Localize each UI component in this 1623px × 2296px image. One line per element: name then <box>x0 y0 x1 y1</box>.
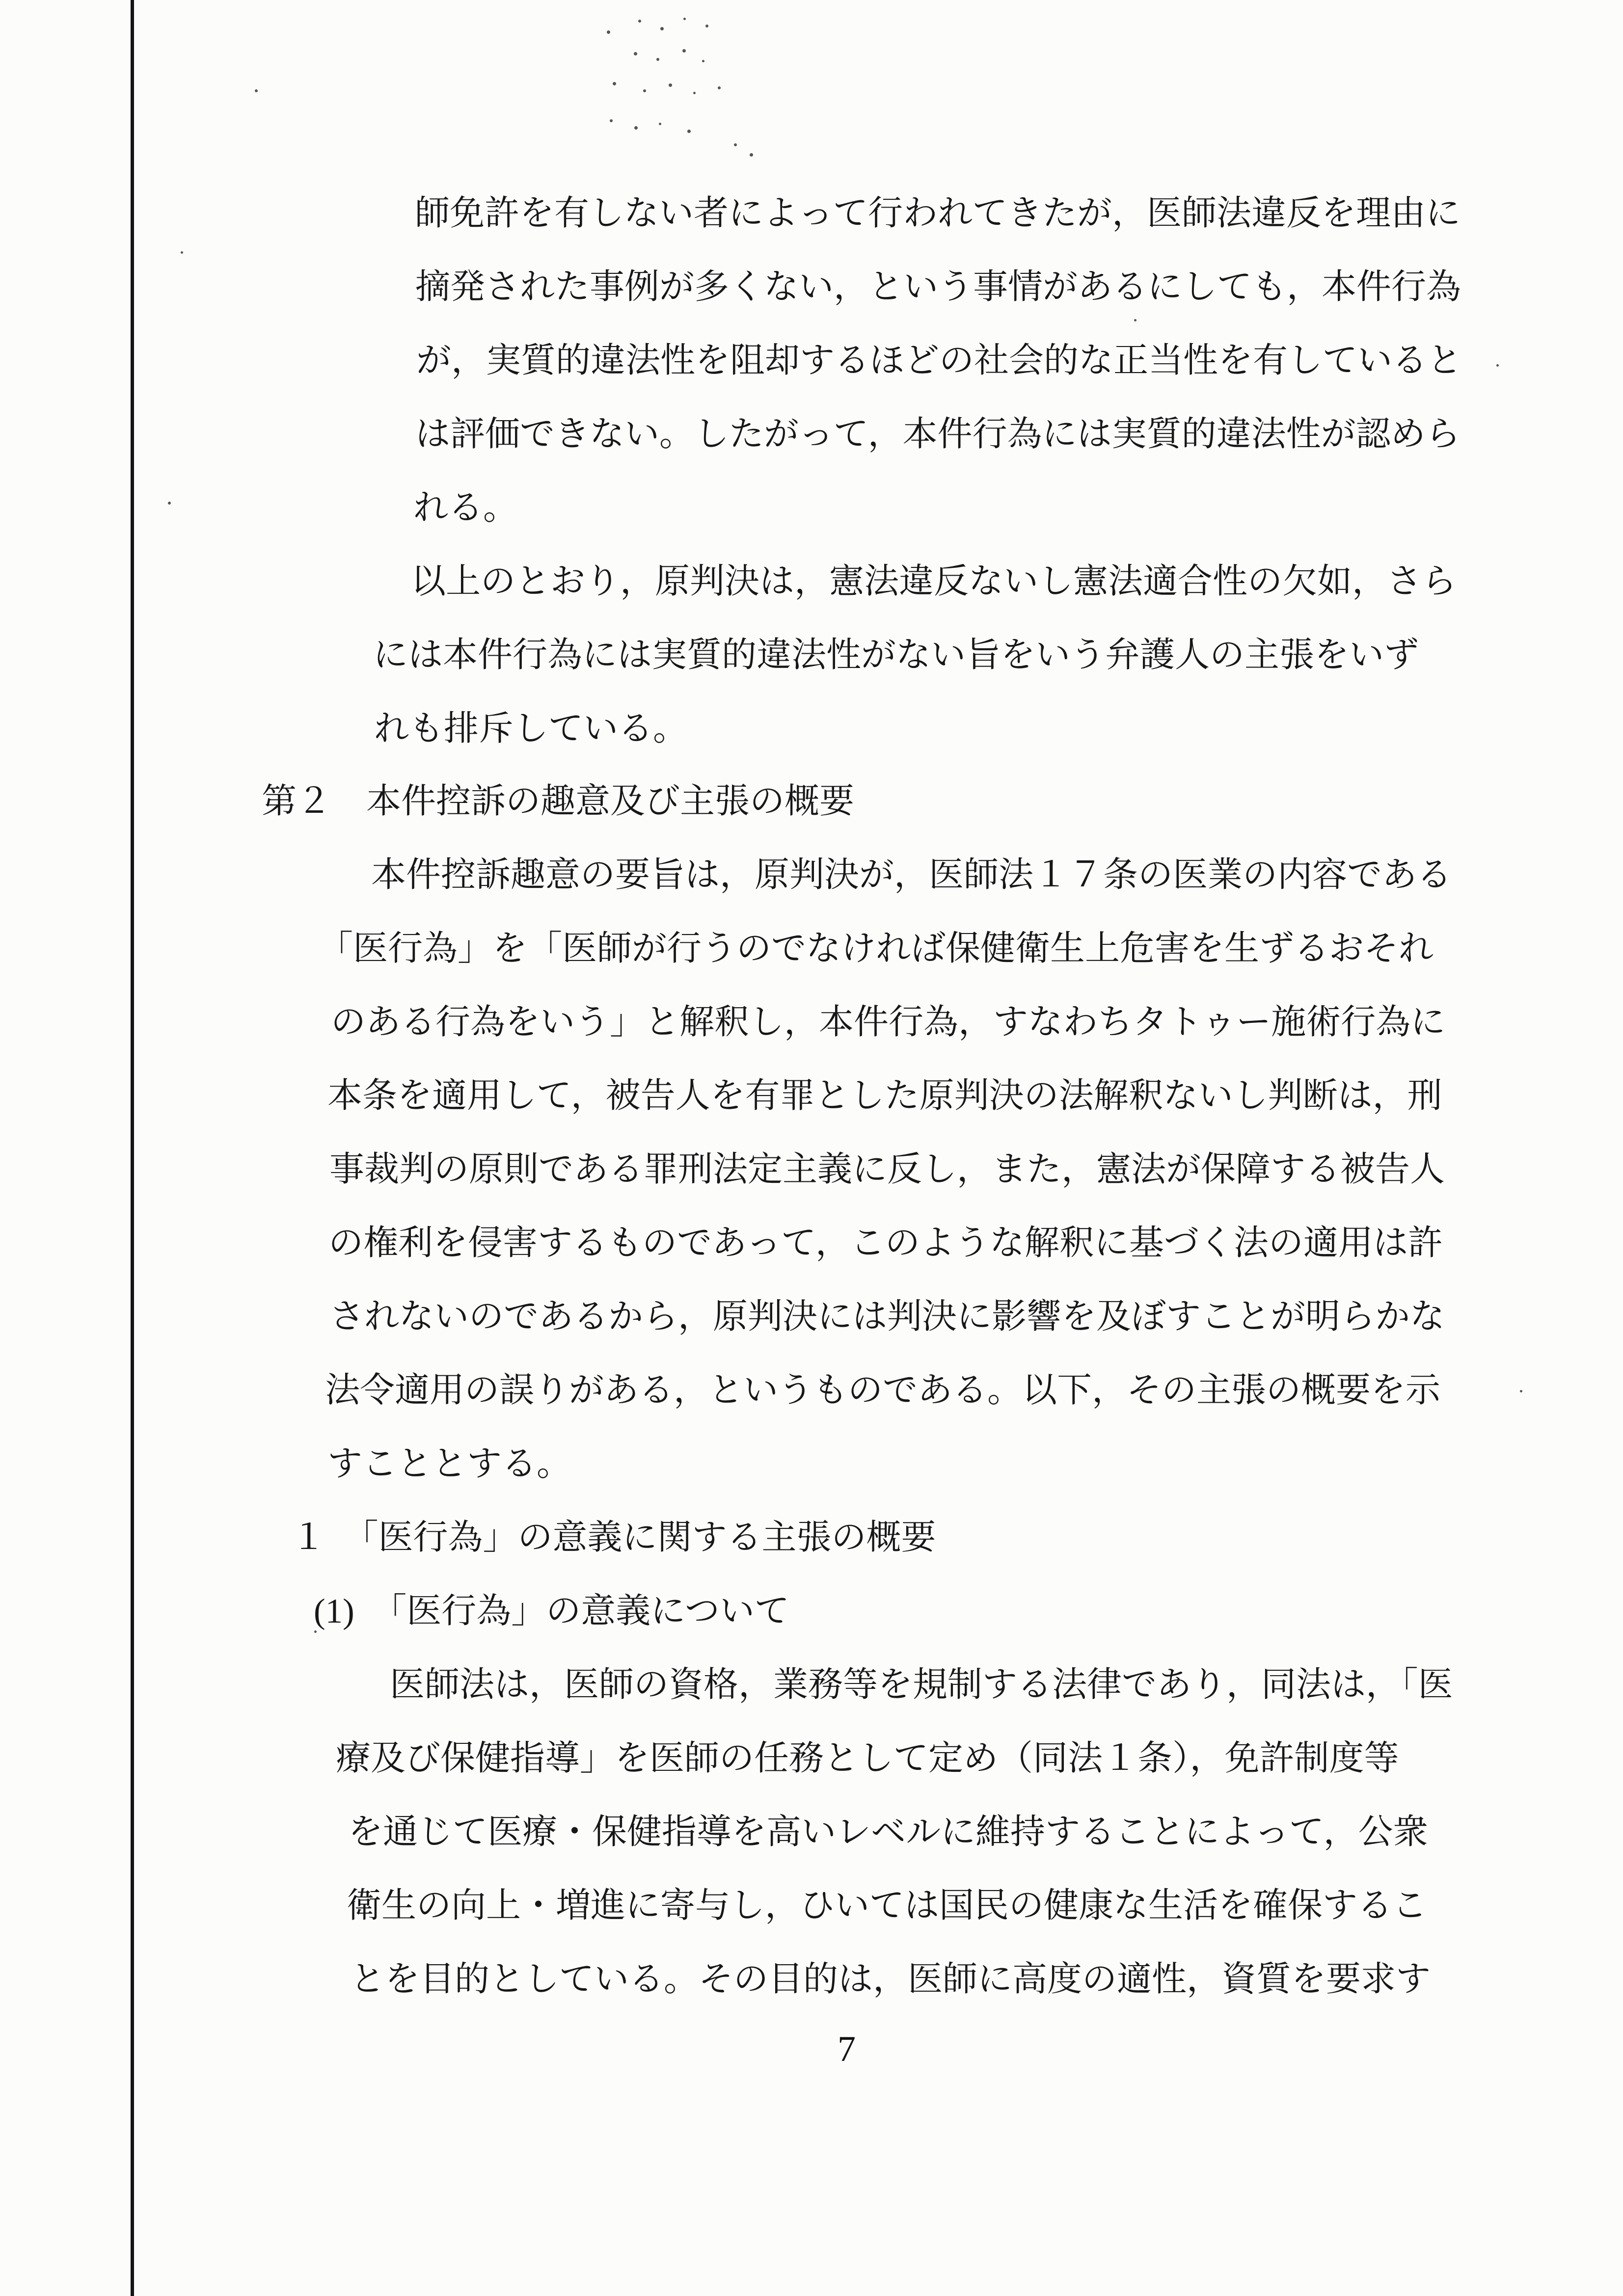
scan-noise-dot <box>181 251 183 254</box>
text-line: 「医行為」を「医師が行うのでなければ保健衛生上危害を生ずるおそれ <box>318 930 1434 968</box>
text-line: すこととする。 <box>327 1445 572 1483</box>
scan-noise-dot <box>687 130 691 133</box>
scan-noise-dot <box>1134 319 1136 321</box>
scan-noise-dot <box>734 143 737 146</box>
scan-noise-dot <box>718 86 721 89</box>
binding-edge-line <box>131 0 134 2296</box>
scan-noise-dot <box>634 52 637 55</box>
scan-noise-dot <box>255 89 258 92</box>
scan-noise-dot <box>634 126 638 130</box>
scan-noise-dot <box>314 1630 317 1633</box>
text-line: は評価できない。したがって，本件行為には実質的違法性が認めら <box>415 415 1461 454</box>
text-line: 医師法は，医師の資格，業務等を規制する法律であり，同法は，「医 <box>390 1666 1453 1704</box>
scan-noise-dot <box>705 25 708 27</box>
text-line: 以上のとおり，原判決は，憲法違反ないし憲法適合性の欠如，さら <box>411 562 1457 601</box>
text-line: 衛生の向上・増進に寄与し，ひいては国民の健康な生活を確保するこ <box>347 1887 1428 1925</box>
text-line: の権利を侵害するものであって，このような解釈に基づく法の適用は許 <box>328 1224 1443 1262</box>
scan-noise-dot <box>660 27 664 30</box>
scan-noise-dot <box>168 502 171 505</box>
scan-noise-dot <box>682 49 686 53</box>
subsection-heading: (1) 「医行為」の意義について <box>314 1592 789 1630</box>
section-heading: 第２ 本件控訴の趣意及び主張の概要 <box>262 782 855 821</box>
scan-noise-dot <box>659 123 661 125</box>
scan-noise-dot <box>693 92 696 94</box>
text-line: 本件控訴趣意の要旨は，原判決が，医師法１７条の医業の内容である <box>371 856 1452 894</box>
text-line: とを目的としている。その目的は，医師に高度の適性，資質を要求す <box>350 1960 1431 1999</box>
scan-noise-dot <box>683 18 686 20</box>
text-line: のある行為をいう」と解釈し，本件行為，すなわちタトゥー施術行為に <box>331 1003 1446 1041</box>
scan-noise-dot <box>669 83 672 87</box>
text-line: 本条を適用して，被告人を有罪とした原判決の法解釈ないし判断は，刑 <box>327 1077 1442 1115</box>
scan-noise-dot <box>1520 1390 1522 1392</box>
text-line: 療及び保健指導」を医師の任務として定め（同法１条），免許制度等 <box>336 1739 1399 1778</box>
text-line: れる。 <box>413 489 518 527</box>
scan-noise-dot <box>656 58 659 61</box>
scan-noise-dot <box>702 60 704 62</box>
scan-noise-dot <box>610 119 613 122</box>
text-line: れも排斥している。 <box>374 710 688 748</box>
text-line: 師免許を有しない者によって行われてきたが，医師法違反を理由に <box>415 194 1461 233</box>
scan-noise-dot <box>1496 364 1499 367</box>
scan-noise-dot <box>607 30 610 34</box>
text-line: が，実質的違法性を阻却するほどの社会的な正当性を有していると <box>416 342 1462 380</box>
text-line: 事裁判の原則である罪刑法定主義に反し，また，憲法が保障する被告人 <box>329 1150 1445 1189</box>
scan-noise-dot <box>613 82 616 85</box>
text-line: を通じて医療・保健指導を高いレベルに維持することによって，公衆 <box>348 1813 1428 1851</box>
scan-noise-dot <box>643 89 646 92</box>
text-line: されないのであるから，原判決には判決に影響を及ぼすことが明らかな <box>329 1298 1445 1336</box>
page-number: 7 <box>838 2029 856 2069</box>
text-line: には本件行為には実質的違法性がない旨をいう弁護人の主張をいず <box>373 636 1419 674</box>
scan-noise-dot <box>638 20 641 23</box>
text-line: 法令適用の誤りがある，というものである。以下，その主張の概要を示 <box>325 1371 1441 1410</box>
subsection-heading: １ 「医行為」の意義に関する主張の概要 <box>291 1519 936 1557</box>
scan-noise-dot <box>750 153 753 157</box>
text-line: 摘発された事例が多くない，という事情があるにしても，本件行為 <box>415 268 1461 306</box>
